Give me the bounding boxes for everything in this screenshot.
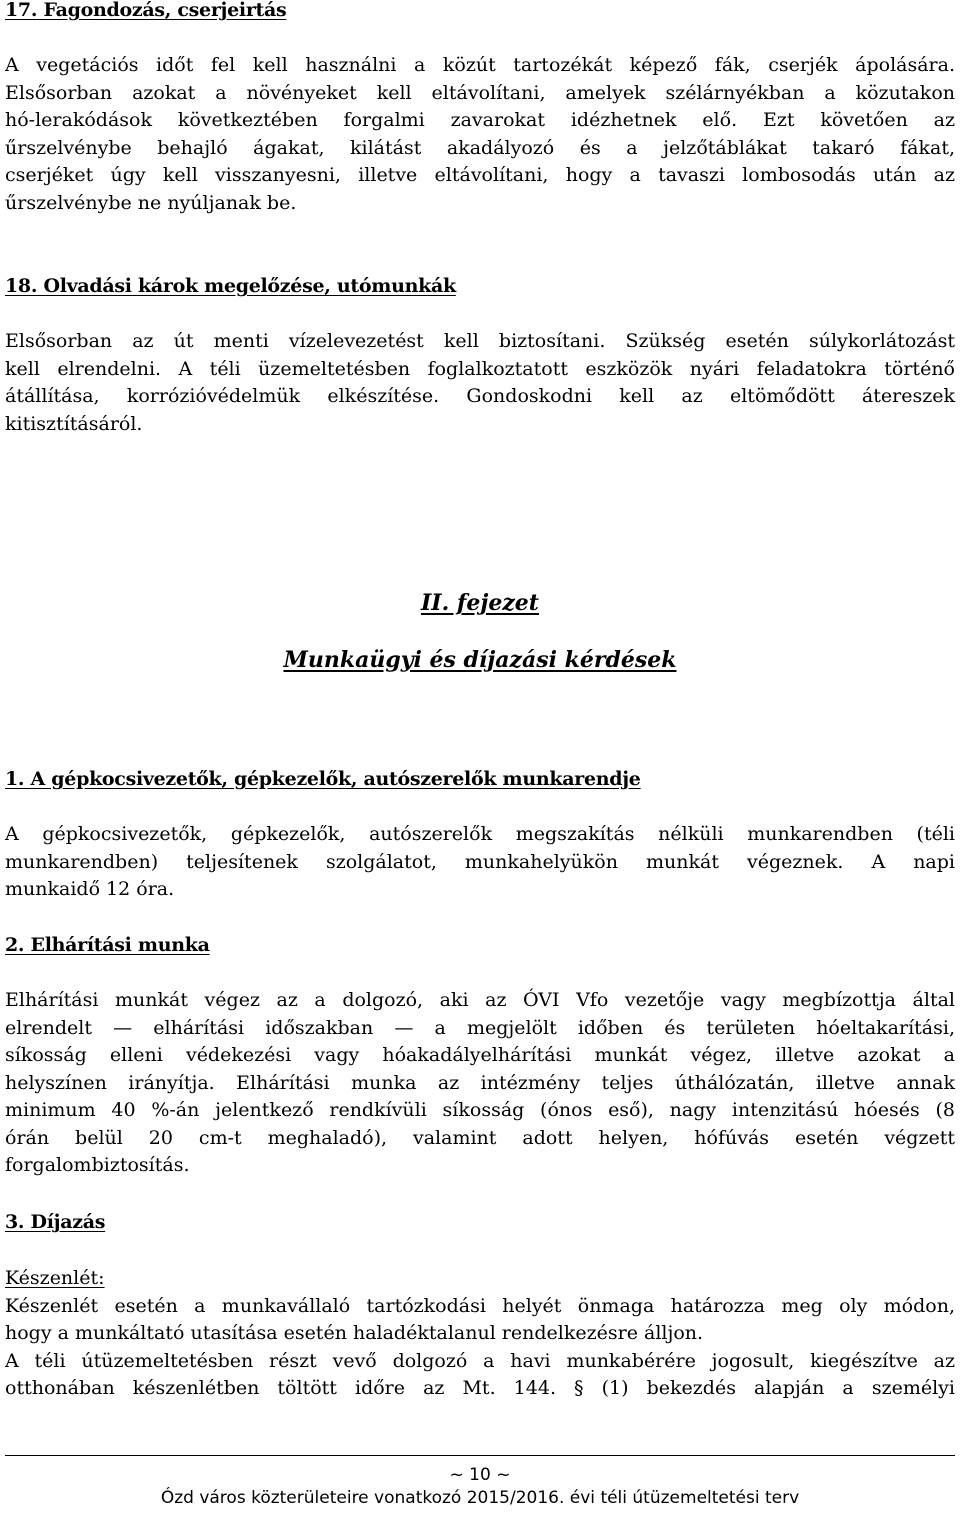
paragraph-line: A gépkocsivezetők, gépkezelők, autószerelők megszakítás nélküli munkarendben (téli: [5, 823, 955, 845]
paragraph-line: űrszelvénybe behajló ágakat, kilátást akadályozó és a jelzőtáblákat takaró fákat,: [5, 136, 955, 159]
paragraph-line: otthonában készenlétben töltött időre az Mt. 144. § (1) bekezdés alapján a személyi: [5, 1377, 955, 1399]
paragraph-line: űrszelvénybe ne nyúljanak be.: [5, 191, 297, 214]
section-2-heading: 2. Elhárítási munka: [5, 934, 210, 956]
paragraph-line: forgalombiztosítás.: [5, 1154, 190, 1176]
section-18-paragraph: [5, 328, 955, 438]
section-3-heading: 3. Díjazás: [5, 1211, 106, 1233]
section-2-paragraph: [5, 987, 955, 1180]
footer-title: Ózd város közterületeire vonatkozó 2015/2016. évi téli útüzemeltetési terv: [160, 1488, 800, 1508]
paragraph-line: minimum 40 %-án jelentkező rendkívüli síkosság (ónos eső), nagy intenzitású hóesés (8: [5, 1099, 955, 1121]
section-3-paragraph: [5, 1265, 955, 1403]
section-17-paragraph: [5, 52, 955, 217]
paragraph-line: helyszínen irányítja. Elhárítási munka az intézmény teljes úthálózatán, illetve annak: [5, 1071, 955, 1094]
paragraph-line: A téli útüzemeltetésben részt vevő dolgozó a havi munkabérére jogosult, kiegészítve az: [5, 1349, 955, 1372]
paragraph-line: hogy a munkáltató utasítása esetén haladéktalanul rendelkezésre álljon.: [5, 1322, 704, 1344]
section-17-heading: 17. Fagondozás, cserjeirtás: [5, 0, 287, 21]
paragraph-line: Készenlét esetén a munkavállaló tartózkodási helyét önmaga határozza meg oly módon,: [5, 1294, 955, 1317]
chapter-number: II. fejezet: [421, 590, 539, 616]
section-1-heading: 1. A gépkocsivezetők, gépkezelők, autószerelők munkarendje: [5, 768, 641, 790]
paragraph-line: kitisztításáról.: [5, 412, 143, 435]
paragraph-line: elrendelt — elhárítási időszakban — a megjelölt időben és területen hóeltakarítási,: [5, 1016, 955, 1039]
section-1-paragraph: [5, 821, 955, 904]
paragraph-line: cserjéket úgy kell visszanyesni, illetve eltávolítani, hogy a tavaszi lombosodás után az: [5, 164, 955, 186]
paragraph-line: hó-lerakódások következtében forgalmi zavarokat idézhetnek elő. Ezt követően az: [5, 109, 955, 131]
paragraph-line: síkosság elleni védekezési vagy hóakadályelhárítási munkát végez, illetve azokat a: [5, 1044, 955, 1066]
paragraph-line: A vegetációs időt fel kell használni a közút tartozékát képező fák, cserjék ápolására.: [5, 54, 955, 76]
paragraph-line: órán belül 20 cm-t meghaladó), valamint adott helyen, hófúvás esetén végzett: [5, 1126, 955, 1149]
paragraph-line: Elsősorban azokat a növényeket kell eltávolítani, amelyek szélárnyékban a közutakon: [5, 81, 955, 104]
section-18-heading: 18. Olvadási károk megelőzése, utómunkák: [5, 275, 456, 297]
paragraph-line: Elsősorban az út menti vízelevezetést kell biztosítani. Szükség esetén súlykorlátozást: [5, 330, 955, 352]
standby-label: Készenlét:: [5, 1267, 105, 1289]
page-number: ~ 10 ~: [449, 1465, 511, 1485]
footer-divider: [5, 1455, 955, 1456]
paragraph-line: átállítása, korrózióvédelmük elkészítése. Gondoskodni kell az eltömődött átereszek: [5, 385, 955, 407]
paragraph-line: munkaidő 12 óra.: [5, 878, 175, 900]
paragraph-line: kell elrendelni. A téli üzemeltetésben foglalkoztatott eszközök nyári feladatokra történő: [5, 357, 955, 380]
paragraph-line: munkarendben) teljesítenek szolgálatot, munkahelyükön munkát végeznek. A napi: [5, 850, 955, 873]
chapter-title: Munkaügyi és díjazási kérdések: [283, 647, 677, 673]
paragraph-line: Elhárítási munkát végez az a dolgozó, aki az ÓVI Vfo vezetője vagy megbízottja által: [5, 989, 955, 1011]
